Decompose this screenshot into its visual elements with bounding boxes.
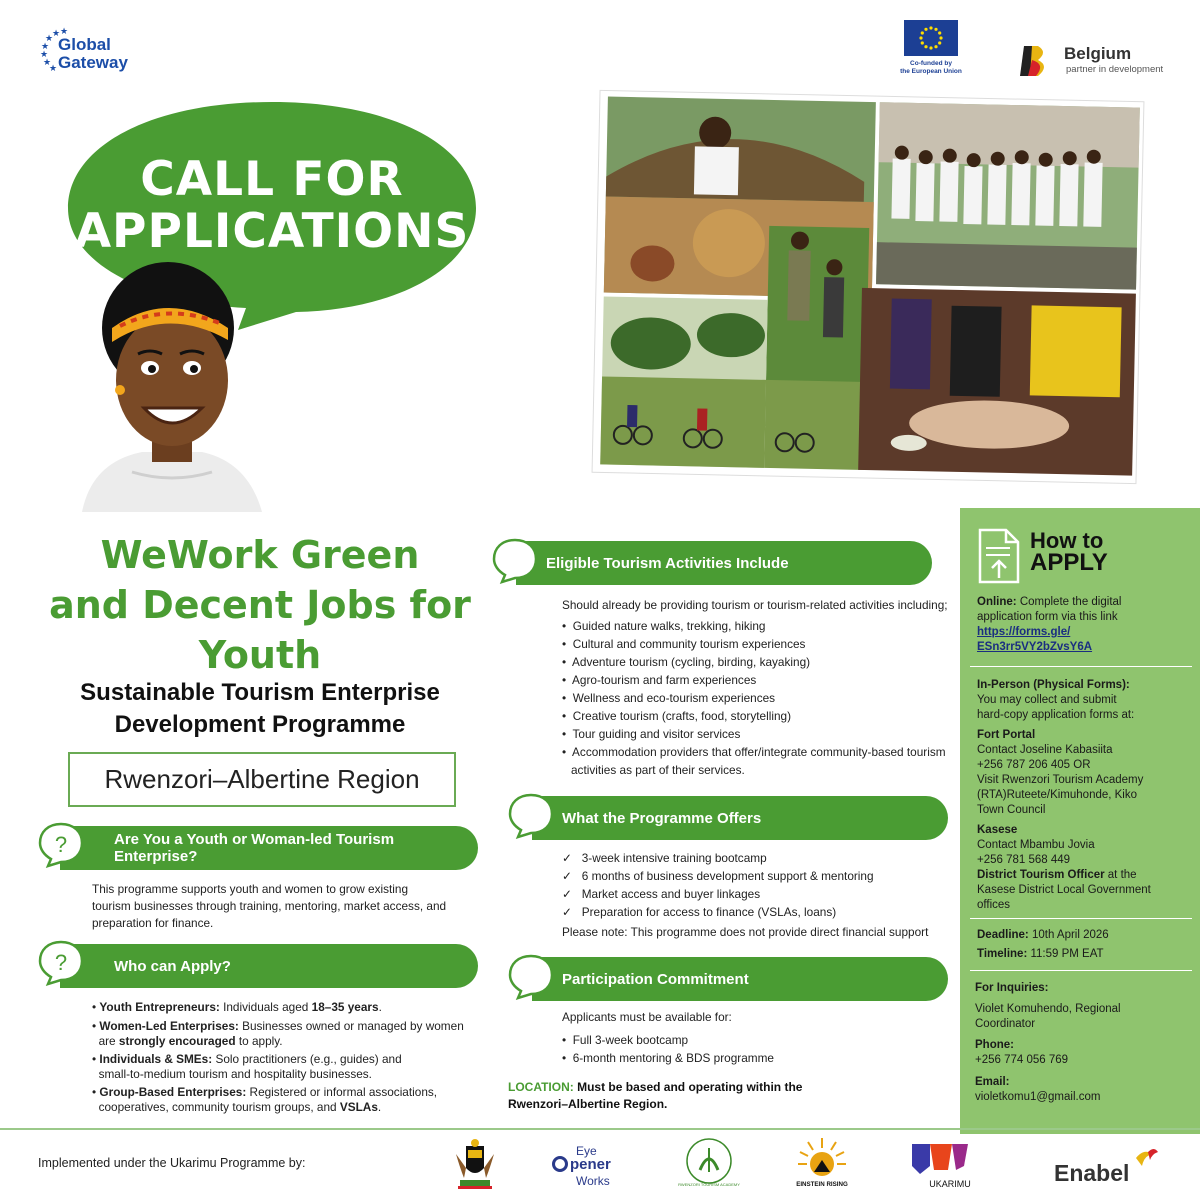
apply-fort-portal: Fort Portal Contact Joseline Kabasiita +256 787 206 405 OR Visit Rwenzori Tourism Academy (RTA)Ruteete/Kimuhonde, Kiko Town Council [977,729,1144,816]
einstein-rising-logo [794,1134,850,1188]
svg-text:★: ★ [40,50,49,60]
main-title-line1: WeWork Green [100,533,420,577]
belgium-tagline: partner in development [1066,64,1164,75]
list-item: • Creative tourism (crafts, food, storytelling) [562,709,791,723]
woman-character-illustration [72,262,268,512]
youth-question-heading [60,826,478,870]
question-bubble-icon [38,822,84,868]
apply-online: Online: Complete the digital application form via this link https://forms.gle/ ESn3rr5VY2bZvsY6A [977,596,1122,653]
apply-in-person: In-Person (Physical Forms): You may collect and submit hard-copy application forms at: [977,679,1135,721]
ukarimu-logo [908,1140,974,1190]
list-item: • Adventure tourism (cycling, birding, kayaking) [562,655,811,669]
commitment-list [562,1031,774,1067]
eye-opener-line1: Eye [576,1144,597,1158]
programme-offers-heading [532,796,948,840]
apply-deadline: Deadline: 10th April 2026 [977,929,1109,941]
participation-commitment-heading-text: Participation Commitment [562,970,749,988]
how-to-apply-title [1030,530,1108,574]
list-item: • Youth Entrepreneurs: Individuals aged 18–35 years. [92,1000,382,1014]
eye-opener-line2: pener [570,1156,611,1173]
call-for-applications-line1: CALL FOR [140,152,404,207]
list-item: • 6-month mentoring & BDS programme [562,1051,774,1065]
rta-caption: RWENZORI TOURISM ACADEMY [678,1182,740,1187]
application-form-icon [976,528,1022,584]
list-item: • Women-Led Enterprises: Businesses owned or managed by women are strongly encouraged to apply. [92,1019,464,1048]
youth-body-line: preparation for finance. [92,916,214,930]
list-item: • Agro-tourism and farm experiences [562,673,757,687]
speech-bubble-icon [508,954,554,1000]
location-line2: Rwenzori–Albertine Region. [508,1097,668,1111]
footer-divider [0,1128,1200,1130]
photo-workshop [858,288,1136,476]
svg-text:?: ? [54,832,68,857]
eligible-activities-heading [516,541,932,585]
svg-text:★: ★ [45,34,54,44]
eu-caption-line1: Co-funded by [910,60,952,67]
enabel-mark-icon [1134,1146,1160,1170]
list-item: • Group-Based Enterprises: Registered or informal associations, cooperatives, community tourism groups, and VSLAs. [92,1085,438,1114]
list-item: ✓ 3-week intensive training bootcamp [562,851,767,865]
region-box [68,752,456,807]
how-to-apply-line1: How to [1030,528,1104,553]
uganda-coat-of-arms-icon [452,1138,498,1190]
youth-body-line: tourism businesses through training, mentoring, market access, and [92,899,447,913]
eligible-activities-heading-text: Eligible Tourism Activities Include [546,554,789,572]
apply-email: Email: violetkomu1@gmail.com [975,1076,1101,1103]
eye-opener-works-logo [552,1144,632,1188]
list-item: • Cultural and community tourism experiences [562,637,806,651]
eu-flag-icon [904,20,958,56]
participation-commitment-heading [532,957,948,1001]
eligible-intro: Should already be providing tourism or tourism-related activities including; [562,598,948,612]
list-item: ✓ 6 months of business development support & mentoring [562,869,874,883]
apply-inquiries: For Inquiries: Violet Komuhendo, Regional Coordinator [975,982,1121,1030]
apply-phone: Phone: +256 774 056 769 [975,1039,1069,1066]
apply-timeline: Timeline: 11:59 PM EAT [977,948,1104,960]
check-icon: ✓ [562,887,572,901]
subtitle-line2: Development Programme [114,711,406,738]
svg-text:★: ★ [49,64,58,74]
list-item: ✓ Preparation for access to finance (VSLAs, loans) [562,905,837,919]
speech-bubble-icon [492,538,538,584]
eye-opener-line3: Works [576,1174,610,1188]
ukarimu-caption: UKARIMU [929,1179,971,1189]
apply-divider [970,970,1192,971]
programme-offers-heading-text: What the Programme Offers [562,809,762,827]
einstein-rising-caption: EINSTEIN RISING [796,1181,848,1188]
check-icon: ✓ [562,869,572,883]
location-note [508,1079,802,1113]
who-can-apply-list [92,998,476,1115]
enabel-logo: Enabel [1054,1160,1130,1186]
list-item: • Full 3-week bootcamp [562,1033,689,1047]
svg-text:★: ★ [60,27,69,37]
eligible-list [562,617,946,779]
list-item: • Accommodation providers that offer/integrate community-based tourism [562,745,946,759]
eye-opener-o-icon [552,1156,568,1172]
question-bubble-icon [38,940,84,986]
photo-group [876,102,1140,289]
belgium-name: Belgium [1064,44,1132,63]
check-icon: ✓ [562,905,572,919]
apply-divider [970,666,1192,667]
who-can-apply-heading [60,944,478,988]
rwenzori-tourism-academy-logo [678,1134,740,1188]
tourism-photo-collage [592,92,1144,482]
eu-cofunded-caption [888,60,974,76]
list-item: • Tour guiding and visitor services [562,727,741,741]
how-to-apply-line2: APPLY [1030,549,1108,576]
photo-cyclists [600,296,767,467]
svg-text:★: ★ [52,29,61,39]
belgium-logo-icon [1016,42,1052,78]
eu-caption-line2: the European Union [900,68,962,75]
region-label: Rwenzori–Albertine Region [104,764,420,794]
youth-body-line: This programme supports youth and women to grow existing [92,882,409,896]
check-icon: ✓ [562,851,572,865]
youth-question-heading-text: Are You a Youth or Woman-led Tourism Enterprise? [114,831,395,865]
implemented-by-text: Implemented under the Ukarimu Programme by: [38,1156,306,1170]
youth-question-body [92,881,446,932]
list-item: ✓ Market access and buyer linkages [562,887,761,901]
subtitle-line1: Sustainable Tourism Enterprise [80,679,440,706]
global-gateway-logo [58,36,128,72]
list-item: • Guided nature walks, trekking, hiking [562,619,766,633]
location-text: Must be based and operating within the [573,1080,803,1094]
svg-text:?: ? [54,950,68,975]
location-label: LOCATION: [508,1080,574,1094]
list-item: • Wellness and eco-tourism experiences [562,691,776,705]
global-gateway-line1: Global [58,35,111,54]
svg-text:★: ★ [43,58,52,68]
list-item-continued: activities as part of their services. [571,763,745,777]
global-gateway-line2: Gateway [58,53,128,72]
who-can-apply-heading-text: Who can Apply? [114,957,231,975]
apply-kasese: Kasese Contact Mbambu Jovia +256 781 568 449 District Tourism Officer at the Kasese District Local Government offices [977,824,1151,911]
speech-bubble-icon [508,793,554,839]
photo-cyclists-field [764,380,866,470]
list-item: • Individuals & SMEs: Solo practitioners (e.g., guides) and small-to-medium tourism and hospitality businesses. [92,1052,402,1081]
call-for-applications-line2: APPLICATIONS [74,204,470,259]
application-form-link[interactable]: https://forms.gle/ ESn3rr5VY2bZvsY6A [977,626,1093,653]
svg-text:★: ★ [41,42,50,52]
main-title-line2: and Decent Jobs for [49,583,471,627]
programme-offers-list [562,849,928,941]
offers-note: Please note: This programme does not provide direct financial support [562,925,929,939]
apply-divider [970,918,1192,919]
commitment-intro: Applicants must be available for: [562,1010,732,1024]
main-title-line3: Youth [198,633,322,677]
